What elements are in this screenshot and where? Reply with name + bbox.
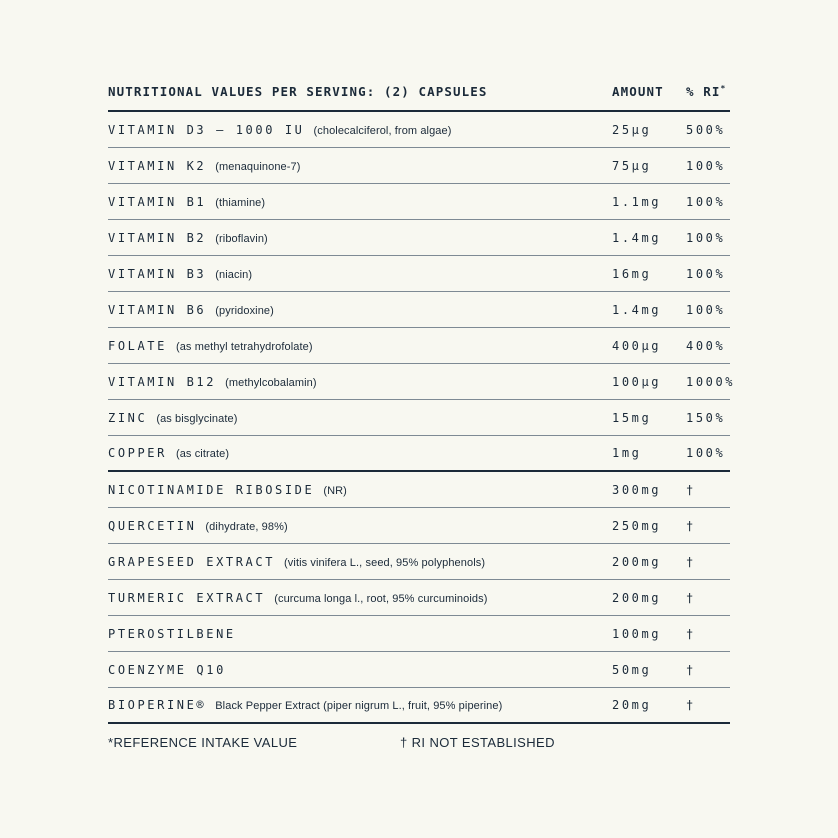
table-header-row (108, 84, 730, 112)
ingredient-name-cell (108, 159, 612, 173)
ingredient-ri-value: † (686, 554, 696, 569)
ingredient-detail: (cholecalciferol, from algae) (313, 124, 452, 137)
ingredient-name: PTEROSTILBENE (108, 626, 236, 641)
ingredient-amount: 16mg (612, 266, 652, 281)
nutrition-panel (108, 84, 736, 750)
ingredient-amount: 100µg (612, 374, 662, 389)
ingredient-name-cell (108, 483, 612, 497)
header-amount: AMOUNT (612, 84, 664, 99)
table-row (108, 364, 736, 400)
ingredient-name-cell (108, 267, 612, 281)
ingredient-ri-value: † (686, 698, 696, 712)
ingredient-name: QUERCETIN (108, 518, 197, 533)
ingredient-amount: 1.1mg (612, 194, 662, 209)
ingredient-detail: (vitis vinifera L., seed, 95% polyphenols) (284, 556, 486, 569)
ingredient-ri-value: 100% (686, 446, 726, 460)
ingredient-name-cell (108, 303, 612, 317)
table-row (108, 652, 730, 688)
header-ri-label: % RI (686, 84, 721, 100)
ingredient-ri-value: † (686, 626, 696, 641)
ingredient-ri-value: 100% (686, 158, 726, 173)
table-row (108, 328, 730, 364)
ingredient-amount: 1.4mg (612, 230, 662, 245)
ingredient-amount: 75µg (612, 158, 652, 173)
ingredient-detail: (curcuma longa l., root, 95% curcuminoids) (274, 592, 488, 605)
ingredient-name: NICOTINAMIDE RIBOSIDE (108, 482, 315, 497)
table-row (108, 508, 730, 544)
ingredient-amount: 1mg (612, 446, 642, 460)
ingredient-detail: Black Pepper Extract (piper nigrum L., fruit, 95% piperine) (215, 700, 503, 712)
ingredient-detail: (methylcobalamin) (225, 376, 317, 389)
ingredient-detail: (as bisglycinate) (156, 412, 238, 425)
ingredient-ri-value: 400% (686, 338, 726, 353)
ingredient-name-cell (108, 627, 612, 641)
ingredient-name-cell (108, 446, 612, 460)
ingredient-name-cell (108, 555, 612, 569)
ingredient-name: BIOPERINE® (108, 698, 207, 712)
ingredient-name-cell (108, 411, 612, 425)
table-row (108, 580, 730, 616)
ingredient-ri-value: 500% (686, 122, 726, 137)
ingredient-name: FOLATE (108, 338, 167, 353)
ingredient-name: VITAMIN K2 (108, 158, 207, 173)
table-row (108, 436, 730, 472)
footnote-reference-intake: *REFERENCE INTAKE VALUE (108, 735, 298, 750)
table-row (108, 256, 730, 292)
table-row (108, 112, 730, 148)
ingredient-detail: (pyridoxine) (215, 304, 274, 317)
ingredient-amount: 1.4mg (612, 302, 662, 317)
ingredient-name: VITAMIN B1 (108, 194, 207, 209)
ingredient-detail: (niacin) (215, 268, 253, 281)
ingredient-name: VITAMIN B12 (108, 374, 217, 389)
ingredient-amount: 15mg (612, 410, 652, 425)
table-row (108, 688, 730, 724)
header-ri (686, 84, 730, 99)
ingredient-name-cell (108, 123, 612, 137)
ingredient-name-cell (108, 698, 612, 712)
ingredient-name-cell (108, 195, 612, 209)
ingredient-amount: 400µg (612, 338, 662, 353)
ingredient-ri-value: 100% (686, 302, 726, 317)
table-row (108, 616, 730, 652)
table-row (108, 544, 730, 580)
header-title: NUTRITIONAL VALUES PER SERVING: (2) CAPSULES (108, 84, 488, 99)
ingredient-detail: (thiamine) (215, 196, 266, 209)
ingredient-name-cell (108, 663, 612, 677)
ingredient-ri-value: † (686, 590, 696, 605)
ingredient-amount: 300mg (612, 482, 662, 497)
table-row (108, 400, 730, 436)
table-row (108, 148, 730, 184)
ingredient-name: GRAPESEED EXTRACT (108, 554, 276, 569)
ingredient-ri-value: † (686, 482, 696, 497)
table-row (108, 184, 730, 220)
ingredient-detail: (NR) (323, 484, 347, 497)
ingredient-name: VITAMIN B2 (108, 230, 207, 245)
ingredient-amount: 100mg (612, 626, 662, 641)
ingredient-name-cell (108, 231, 612, 245)
ingredient-ri-value: 150% (686, 410, 726, 425)
ingredient-detail: (as citrate) (175, 448, 230, 460)
ingredient-name-cell (108, 591, 612, 605)
ingredient-ri-value: † (686, 518, 696, 533)
table-row (108, 292, 730, 328)
ingredient-amount: 250mg (612, 518, 662, 533)
ingredient-amount: 25µg (612, 122, 652, 137)
table-body (108, 112, 736, 724)
ingredient-amount: 20mg (612, 698, 652, 712)
ingredient-amount: 200mg (612, 590, 662, 605)
ingredient-detail: (menaquinone-7) (215, 160, 301, 173)
ingredient-detail: (as methyl tetrahydrofolate) (175, 340, 313, 353)
ingredient-ri-value: † (686, 662, 696, 677)
ingredient-name: TURMERIC EXTRACT (108, 590, 266, 605)
footnote-ri-not-established: † RI NOT ESTABLISHED (400, 735, 555, 750)
ingredient-name-cell (108, 375, 612, 389)
ingredient-name: VITAMIN B6 (108, 302, 207, 317)
ingredient-amount: 50mg (612, 662, 652, 677)
ingredient-name: ZINC (108, 410, 148, 425)
table-row (108, 472, 730, 508)
ingredient-detail: (dihydrate, 98%) (205, 520, 288, 533)
ingredient-name: VITAMIN B3 (108, 266, 207, 281)
ingredient-detail: (riboflavin) (215, 232, 268, 245)
ingredient-name-cell (108, 519, 612, 533)
ingredient-ri-value: 100% (686, 266, 726, 281)
ingredient-name: COPPER (108, 446, 167, 460)
ingredient-name: VITAMIN D3 – 1000 IU (108, 122, 305, 137)
header-ri-asterisk: * (720, 84, 726, 93)
table-footnotes (108, 735, 730, 750)
table-row (108, 220, 730, 256)
ingredient-name-cell (108, 339, 612, 353)
ingredient-ri-value: 100% (686, 194, 726, 209)
ingredient-ri-value: 1000% (686, 374, 736, 389)
ingredient-amount: 200mg (612, 554, 662, 569)
ingredient-ri-value: 100% (686, 230, 726, 245)
ingredient-name: COENZYME Q10 (108, 662, 226, 677)
